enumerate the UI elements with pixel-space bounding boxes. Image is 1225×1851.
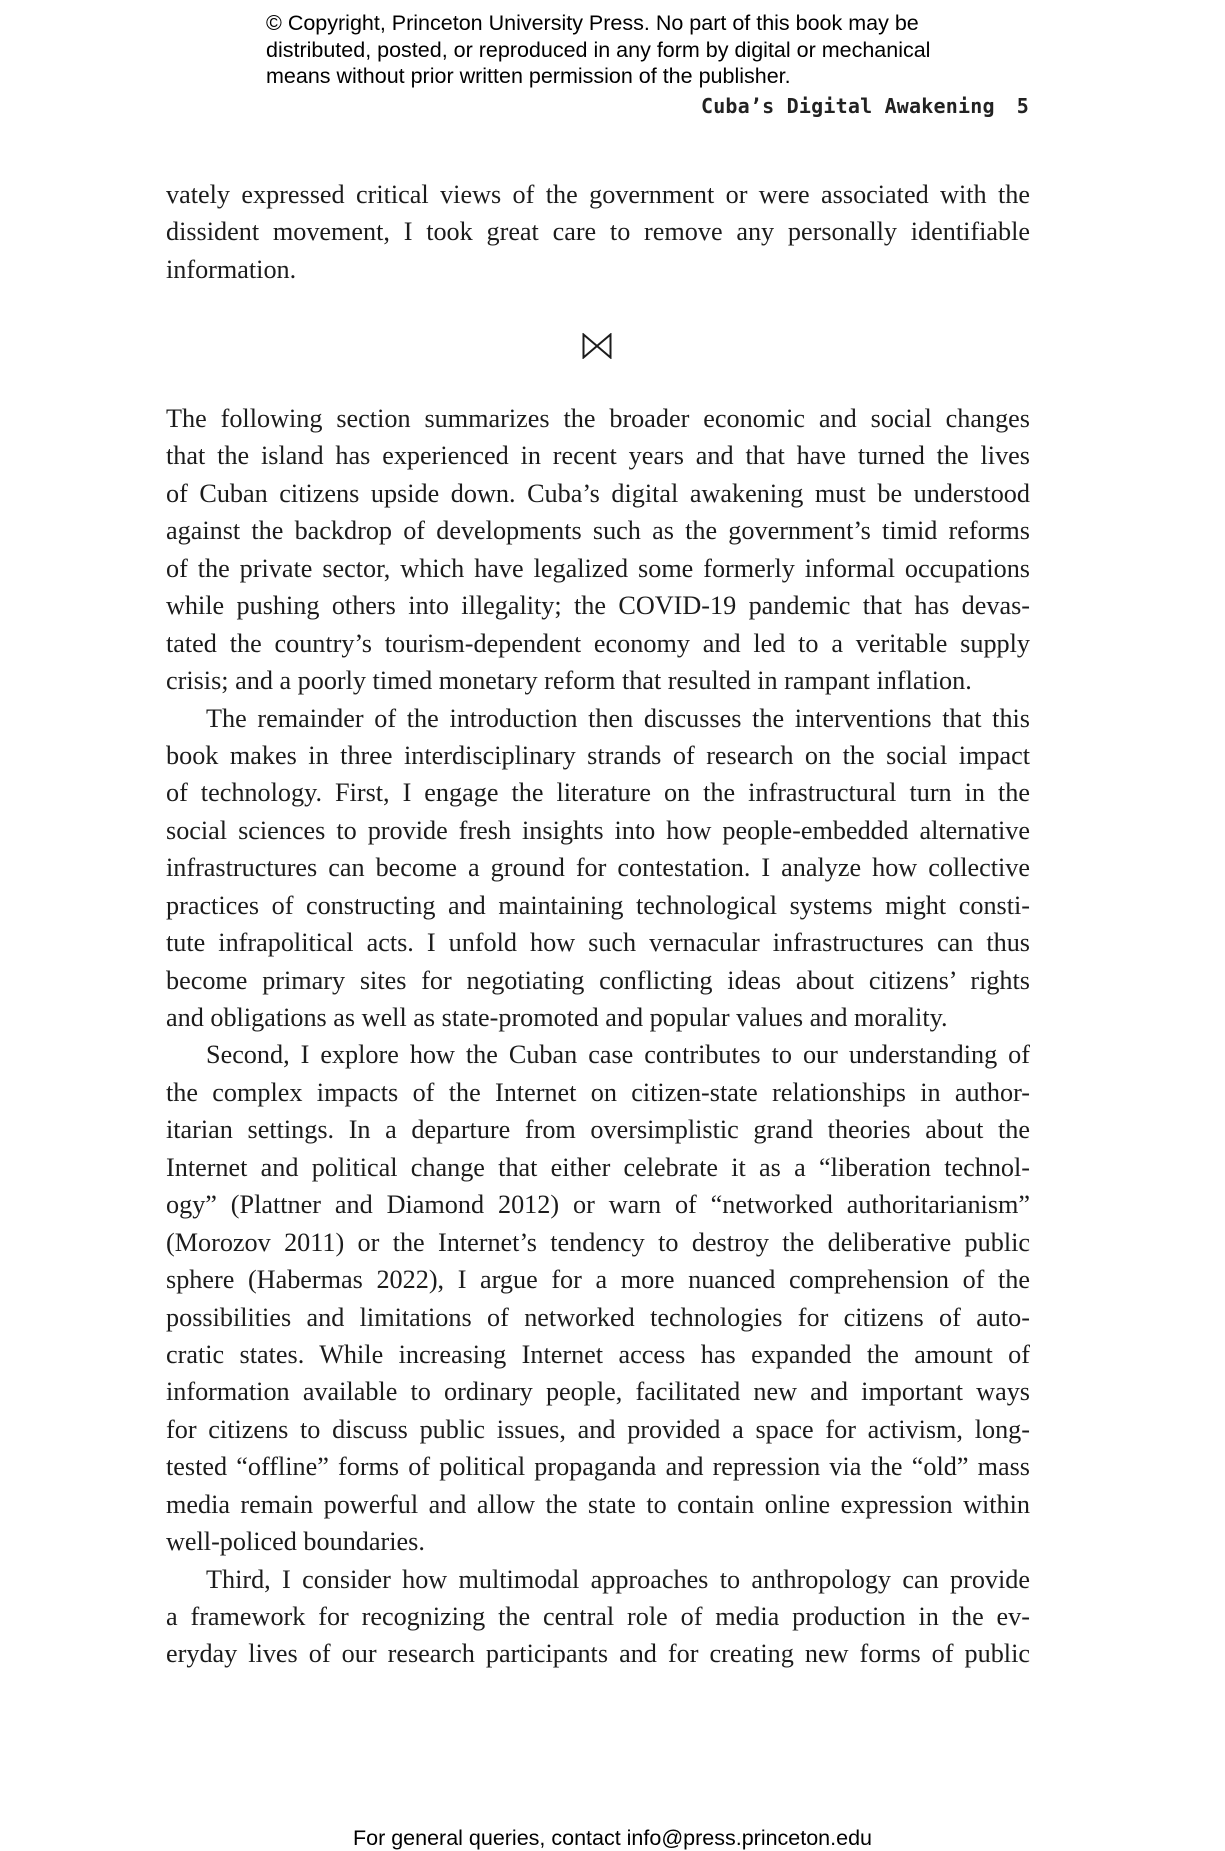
text-line: well-policed boundaries. bbox=[166, 1527, 425, 1557]
text-line: of the private sector, which have legalized some formerly informal occupations bbox=[166, 553, 1030, 583]
text-line: eryday lives of our research participants and for creating new forms of public bbox=[166, 1639, 1030, 1669]
text-line: for citizens to discuss public issues, and provided a space for activism, long- bbox=[166, 1414, 1030, 1444]
copyright-line: distributed, posted, or reproduced in any form by digital or mechanical bbox=[266, 37, 931, 62]
page-number: 5 bbox=[1016, 94, 1029, 118]
text-line: become primary sites for negotiating conflicting ideas about citizens’ rights bbox=[166, 965, 1030, 995]
copyright-line: means without prior written permission of the publisher. bbox=[266, 64, 791, 88]
text-line: tated the country’s tourism-dependent economy and led to a veritable supply bbox=[166, 628, 1030, 658]
text-line: crisis; and a poorly timed monetary reform that resulted in rampant inflation. bbox=[166, 666, 972, 696]
text-line: while pushing others into illegality; the COVID-19 pandemic that has devas- bbox=[166, 591, 1030, 621]
running-head bbox=[701, 94, 1029, 118]
paragraph bbox=[166, 700, 1030, 1037]
text-line: dissident movement, I took great care to remove any personally identifiable bbox=[166, 217, 1030, 247]
copyright-notice bbox=[266, 10, 1026, 90]
text-line: Internet and political change that either celebrate it as a “liberation technol- bbox=[166, 1152, 1030, 1182]
text-line: The following section summarizes the broader economic and social changes bbox=[166, 404, 1030, 433]
paragraph bbox=[166, 176, 1030, 288]
paragraph bbox=[166, 1036, 1030, 1560]
text-line: (Morozov 2011) or the Internet’s tendency to destroy the deliberative public bbox=[166, 1227, 1030, 1257]
text-line: tute infrapolitical acts. I unfold how such vernacular infrastructures can thus bbox=[166, 928, 1030, 958]
text-block-main bbox=[166, 400, 1030, 1673]
text-line: cratic states. While increasing Internet access has expanded the amount of bbox=[166, 1339, 1030, 1369]
text-line: information available to ordinary people, facilitated new and important ways bbox=[166, 1377, 1030, 1407]
text-line: itarian settings. In a departure from oversimplistic grand theories about the bbox=[166, 1115, 1030, 1145]
text-line: practices of constructing and maintaining technological systems might consti- bbox=[166, 890, 1030, 920]
text-line: tested “offline” forms of political propaganda and repression via the “old” mass bbox=[166, 1452, 1030, 1482]
text-line: the complex impacts of the Internet on citizen-state relationships in author- bbox=[166, 1077, 1030, 1107]
text-line: Third, I consider how multimodal approaches to anthropology can provide bbox=[206, 1564, 1030, 1594]
text-line: information. bbox=[166, 254, 297, 284]
running-head-title: Cuba’s Digital Awakening bbox=[700, 94, 995, 118]
text-line: a framework for recognizing the central role of media production in the ev- bbox=[166, 1602, 1030, 1631]
text-line: book makes in three interdisciplinary strands of research on the social impact bbox=[166, 740, 1030, 770]
paragraph bbox=[166, 400, 1030, 700]
text-line: social sciences to provide fresh insights into how people-embedded alternative bbox=[166, 815, 1030, 845]
text-line: that the island has experienced in recent years and that have turned the lives bbox=[166, 441, 1030, 471]
bowtie-section-break-icon bbox=[582, 333, 612, 359]
footer-contact: For general queries, contact info@press.princeton.edu bbox=[352, 1826, 872, 1850]
text-line: Second, I explore how the Cuban case contributes to our understanding of bbox=[206, 1040, 1030, 1070]
text-line: of Cuban citizens upside down. Cuba’s digital awakening must be understood bbox=[166, 478, 1030, 508]
text-line: sphere (Habermas 2022), I argue for a more nuanced comprehension of the bbox=[166, 1265, 1030, 1295]
text-line: media remain powerful and allow the state to contain online expression within bbox=[166, 1489, 1030, 1519]
text-block-top bbox=[166, 176, 1030, 288]
text-line: The remainder of the introduction then discusses the interventions that this bbox=[206, 703, 1030, 733]
text-line: vately expressed critical views of the government or were associated with the bbox=[166, 180, 1030, 209]
copyright-line: © Copyright, Princeton University Press. No part of this book may be bbox=[266, 11, 919, 35]
text-line: of technology. First, I engage the literature on the infrastructural turn in the bbox=[166, 778, 1030, 808]
text-line: infrastructures can become a ground for contestation. I analyze how collective bbox=[166, 853, 1030, 883]
text-line: and obligations as well as state-promoted and popular values and morality. bbox=[166, 1003, 948, 1032]
text-line: ogy” (Plattner and Diamond 2012) or warn of “networked authoritarianism” bbox=[166, 1190, 1030, 1220]
text-line: against the backdrop of developments such as the government’s timid reforms bbox=[166, 516, 1030, 546]
text-line: possibilities and limitations of networked technologies for citizens of auto- bbox=[166, 1302, 1030, 1332]
paragraph bbox=[166, 1561, 1030, 1673]
